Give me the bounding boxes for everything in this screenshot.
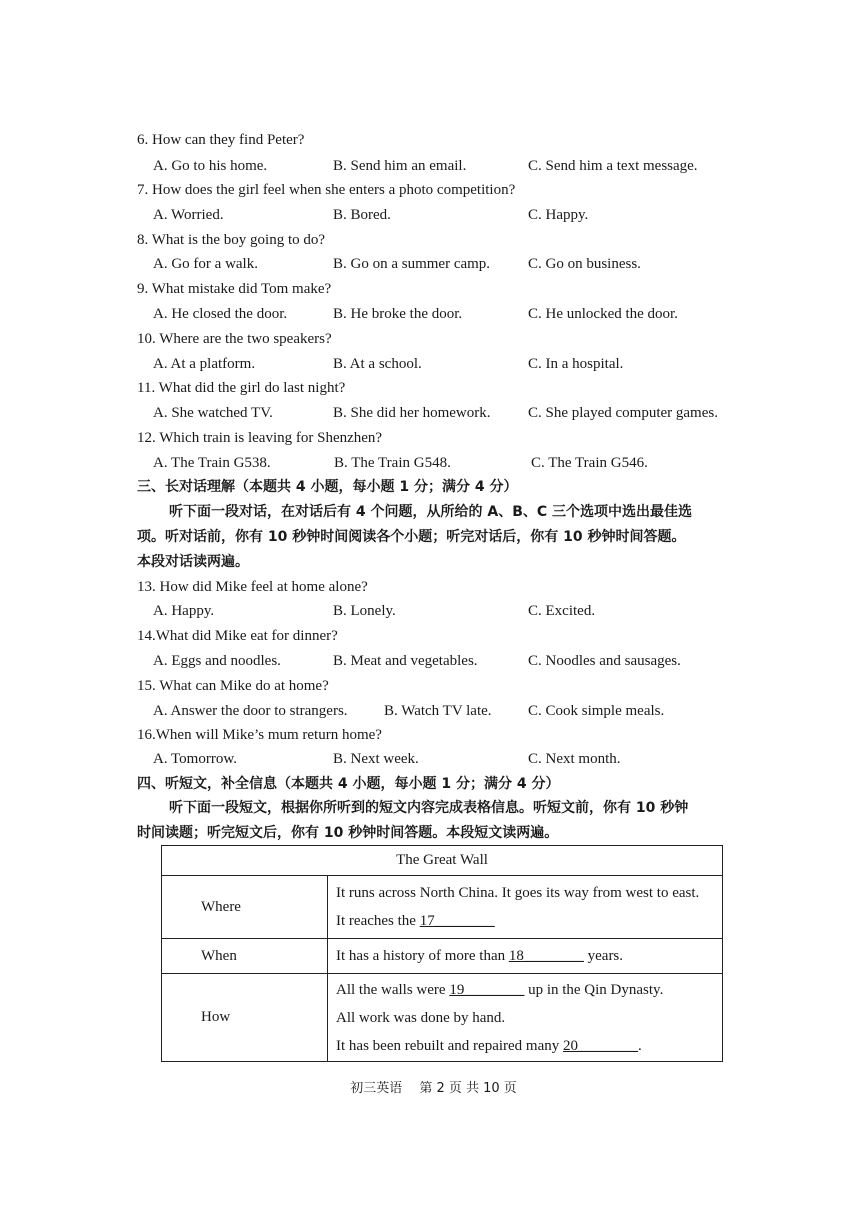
q16-option-a: A. Tomorrow.: [153, 751, 237, 767]
q11-option-b: B. She did her homework.: [333, 405, 491, 421]
q9-option-c: C. He unlocked the door.: [528, 306, 678, 322]
question-10: 10. Where are the two speakers?: [137, 331, 332, 347]
question-11: 11. What did the girl do last night?: [137, 380, 346, 396]
q10-option-c: C. In a hospital.: [528, 356, 624, 372]
q12-option-a: A. The Train G538.: [153, 455, 271, 471]
section-4-heading: 四、听短文，补全信息（本题共 4 小题，每小题 1 分；满分 4 分）: [137, 776, 560, 792]
q9-option-a: A. He closed the door.: [153, 306, 288, 322]
how-line-1-post: up in the Qin Dynasty.: [524, 981, 664, 998]
question-7: 7. How does the girl feel when she enters a photo competition?: [137, 182, 516, 198]
section-3-instruction-2: 项。听对话前，你有 10 秒钟时间阅读各个小题；听完对话后，你有 10 秒钟时间答题。: [137, 529, 686, 545]
q7-option-b: B. Bored.: [333, 207, 391, 223]
where-line-1: It runs across North China. It goes its way from west to east.: [336, 885, 700, 901]
q15-option-a: A. Answer the door to strangers.: [153, 703, 348, 719]
q13-option-a: A. Happy.: [153, 603, 215, 619]
page-footer: 初三英语 第 2 页 共 10 页: [350, 1081, 517, 1096]
when-text-pre: It has a history of more than: [336, 948, 509, 964]
q15-option-c: C. Cook simple meals.: [528, 703, 665, 719]
blank-20[interactable]: 20________: [563, 1037, 638, 1054]
question-8: 8. What is the boy going to do?: [137, 232, 326, 248]
row-label-when: When: [162, 939, 328, 974]
question-9: 9. What mistake did Tom make?: [137, 281, 332, 297]
how-line-3-post: .: [638, 1037, 642, 1054]
q10-option-a: A. At a platform.: [153, 356, 256, 372]
section-4-instruction-2: 时间读题；听完短文后，你有 10 秒钟时间答题。本段短文读两遍。: [137, 825, 559, 841]
q16-option-c: C. Next month.: [528, 751, 621, 767]
q16-option-b: B. Next week.: [333, 751, 419, 767]
blank-17[interactable]: 17________: [419, 913, 495, 929]
q11-option-a: A. She watched TV.: [153, 405, 273, 421]
question-16: 16.When will Mike’s mum return home?: [137, 727, 382, 743]
when-text-post: years.: [583, 948, 624, 964]
section-4-instruction-1: 听下面一段短文，根据你所听到的短文内容完成表格信息。听短文前，你有 10 秒钟: [169, 800, 689, 816]
great-wall-table: [161, 845, 723, 1062]
q6-option-c: C. Send him a text message.: [528, 158, 698, 174]
row-content-when: [328, 939, 723, 974]
q15-option-b: B. Watch TV late.: [384, 703, 492, 719]
q6-option-b: B. Send him an email.: [333, 158, 467, 174]
question-15: 15. What can Mike do at home?: [137, 678, 329, 694]
question-12: 12. Which train is leaving for Shenzhen?: [137, 430, 383, 446]
table-title: The Great Wall: [162, 846, 723, 876]
row-content-where: [328, 876, 723, 939]
row-label-how: How: [162, 974, 328, 1062]
q10-option-b: B. At a school.: [333, 356, 422, 372]
how-line-3-pre: It has been rebuilt and repaired many: [336, 1037, 563, 1054]
q13-option-b: B. Lonely.: [333, 603, 396, 619]
blank-18[interactable]: 18________: [508, 948, 584, 964]
q7-option-c: C. Happy.: [528, 207, 589, 223]
question-14: 14.What did Mike eat for dinner?: [137, 628, 338, 644]
section-3-heading: 三、长对话理解（本题共 4 小题，每小题 1 分；满分 4 分）: [137, 479, 518, 495]
q14-option-b: B. Meat and vegetables.: [333, 653, 478, 669]
q11-option-c: C. She played computer games.: [528, 405, 718, 421]
q12-option-b: B. The Train G548.: [334, 455, 451, 471]
where-line-2-text: It reaches the: [336, 913, 420, 929]
row-label-where: Where: [162, 876, 328, 939]
blank-19[interactable]: 19________: [449, 981, 525, 998]
q14-option-a: A. Eggs and noodles.: [153, 653, 281, 669]
q8-option-b: B. Go on a summer camp.: [333, 256, 491, 272]
q12-option-c: C. The Train G546.: [531, 455, 648, 471]
q7-option-a: A. Worried.: [153, 207, 224, 223]
question-6: 6. How can they find Peter?: [137, 132, 305, 148]
q14-option-c: C. Noodles and sausages.: [528, 653, 681, 669]
q9-option-b: B. He broke the door.: [333, 306, 463, 322]
how-line-2: All work was done by hand.: [336, 1009, 506, 1026]
q6-option-a: A. Go to his home.: [153, 158, 268, 174]
q8-option-a: A. Go for a walk.: [153, 256, 258, 272]
where-line-2: [336, 907, 722, 935]
section-3-instruction-1: 听下面一段对话，在对话后有 4 个问题，从所给的 A、B、C 三个选项中选出最佳选: [169, 504, 693, 520]
q13-option-c: C. Excited.: [528, 603, 596, 619]
how-line-1-pre: All the walls were: [336, 981, 450, 998]
q8-option-c: C. Go on business.: [528, 256, 641, 272]
question-13: 13. How did Mike feel at home alone?: [137, 579, 368, 595]
row-content-how: [328, 974, 723, 1062]
section-3-instruction-3: 本段对话读两遍。: [137, 554, 249, 570]
